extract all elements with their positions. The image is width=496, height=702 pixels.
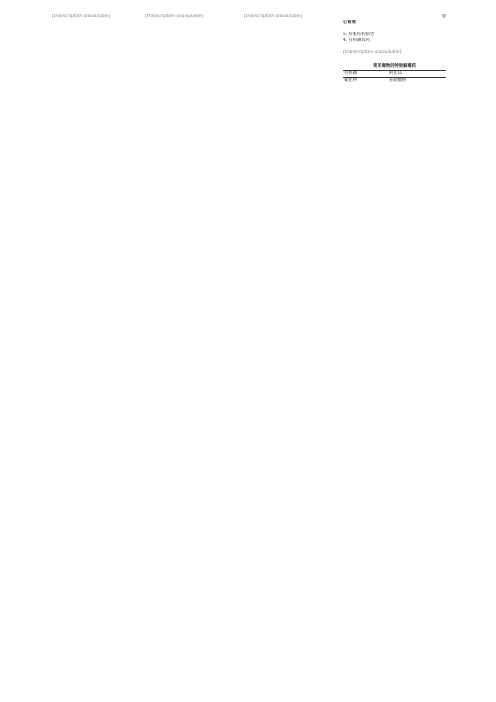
text-column-4 <box>343 14 446 690</box>
table-cell: 亚硝酸钠 <box>388 78 446 85</box>
column-3-body: [transcription unavailable] <box>244 14 303 19</box>
text-column-3 <box>244 14 337 690</box>
column-4-body: [transcription unavailable] <box>343 50 402 56</box>
text-column-1 <box>52 14 143 690</box>
antidote-table <box>343 70 446 84</box>
column-4-line-2: 4. 有机磷农药 <box>343 38 370 44</box>
table-row <box>343 71 446 78</box>
table-cell: 有机磷 <box>343 71 388 78</box>
column-2-body: [transcription unavailable] <box>145 14 204 19</box>
table-cell: 氰化物 <box>343 78 388 85</box>
column-1-body: [transcription unavailable] <box>52 14 111 19</box>
column-4-top-right: 衰 <box>441 14 446 19</box>
column-4-line-1: 5. 肝脏结构损害 <box>343 32 375 38</box>
table-row <box>343 78 446 85</box>
table-cell: 阿托品 <box>388 71 446 78</box>
text-column-2 <box>145 14 238 690</box>
column-4-heading: 心肾衰 <box>343 20 356 26</box>
table-title: 常见毒物的特效解毒药 <box>373 64 416 70</box>
